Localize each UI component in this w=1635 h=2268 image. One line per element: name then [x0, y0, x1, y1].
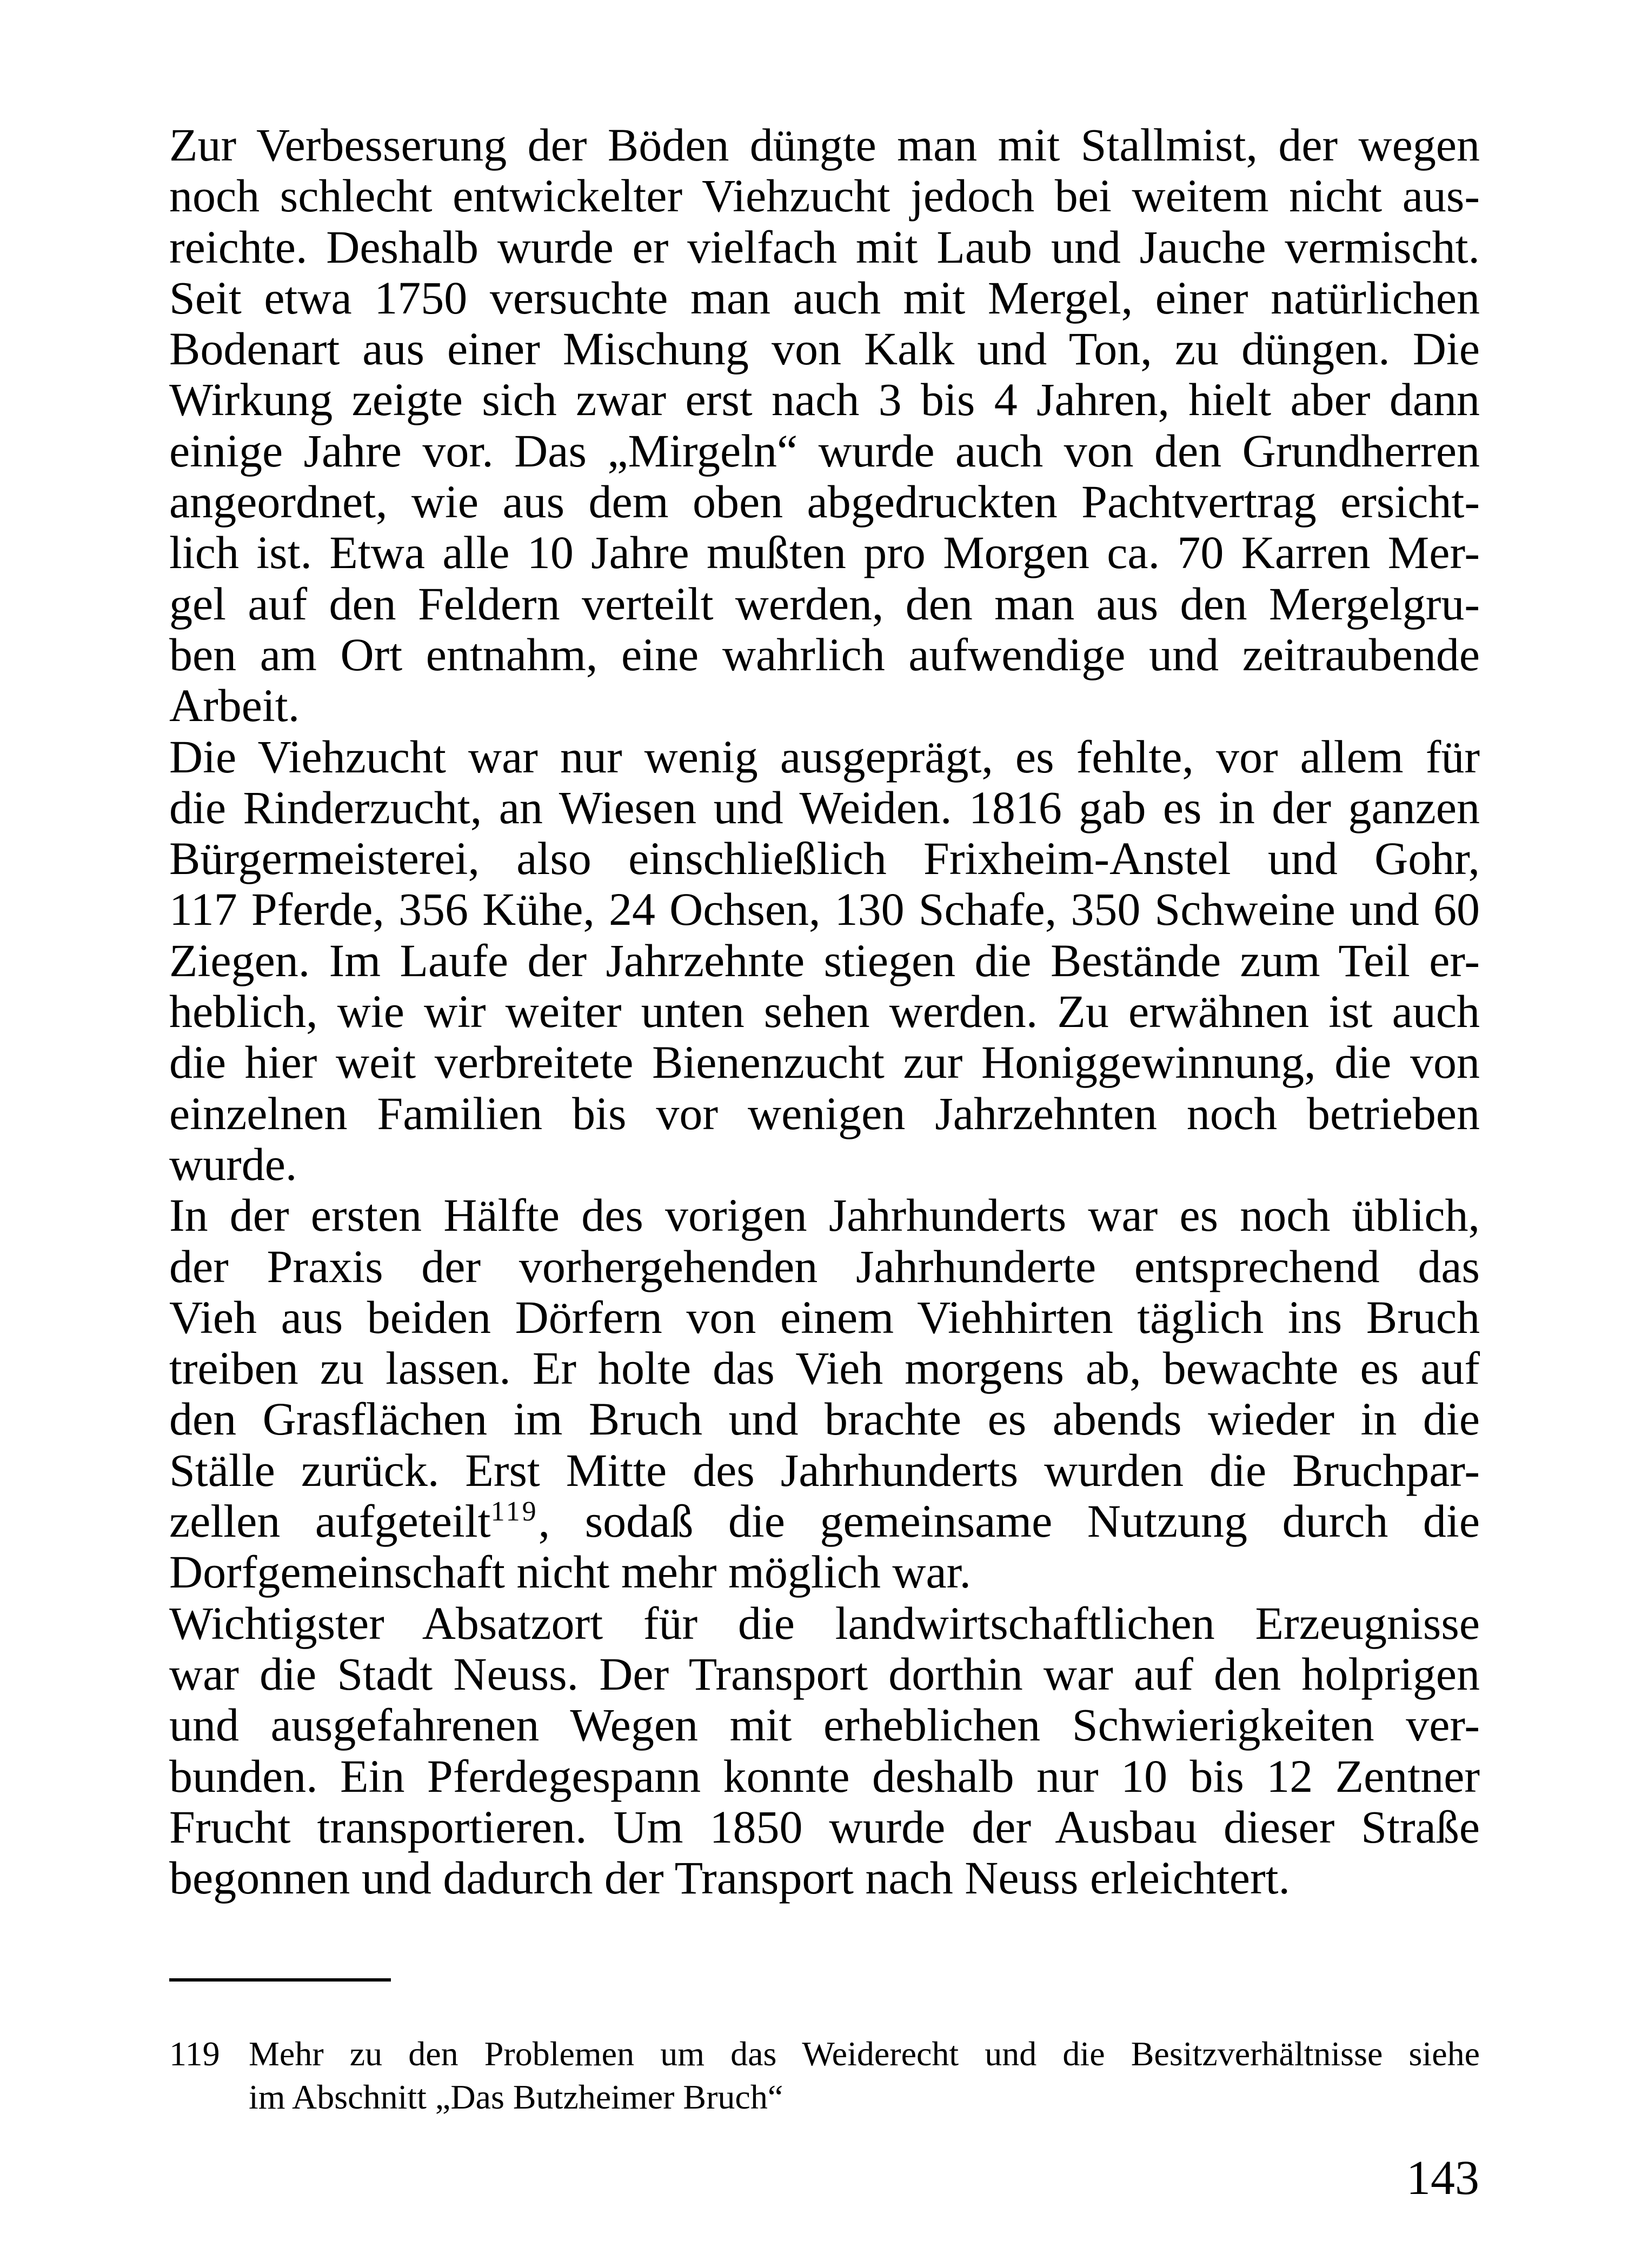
text-line: Zur Verbesserung der Böden düngte man mit Stallmist, der wegen: [169, 119, 1480, 171]
text-segment: zellen aufgeteilt: [169, 1495, 491, 1547]
body-text: [169, 119, 1480, 1903]
text-line: heblich, wie wir weiter unten sehen werden. Zu erwähnen ist auch: [169, 985, 1480, 1038]
text-line: Bodenart aus einer Mischung von Kalk und Ton, zu düngen. Die: [169, 323, 1480, 375]
text-line: angeordnet, wie aus dem oben abgedruckten Pachtvertrag ersicht-: [169, 476, 1480, 528]
text-line: 117 Pferde, 356 Kühe, 24 Ochsen, 130 Schafe, 350 Schweine und 60: [169, 883, 1480, 936]
text-line: Seit etwa 1750 versuchte man auch mit Mergel, einer natürlichen: [169, 271, 1480, 324]
footnote-line: Mehr zu den Problemen um das Weiderecht und die Besitzverhältnisse siehe: [249, 2034, 1480, 2073]
footnote-reference[interactable]: 119: [490, 1496, 539, 1527]
text-segment: , sodaß die gemeinsame Nutzung durch die: [538, 1495, 1480, 1547]
text-line: einzelnen Familien bis vor wenigen Jahrzehnten noch betrieben: [169, 1087, 1480, 1139]
text-line: war die Stadt Neuss. Der Transport dorthin war auf den holprigen: [169, 1647, 1480, 1700]
text-line: und ausgefahrenen Wegen mit erheblichen Schwierigkeiten ver-: [169, 1699, 1480, 1751]
footnote-line: im Abschnitt „Das Butzheimer Bruch“: [249, 2078, 783, 2116]
text-line: Frucht transportieren. Um 1850 wurde der Ausbau dieser Straße: [169, 1800, 1480, 1853]
text-line: Die Viehzucht war nur wenig ausgeprägt, es fehlte, vor allem für: [169, 730, 1480, 783]
text-line: Ställe zurück. Erst Mitte des Jahrhunderts wurden die Bruchpar-: [169, 1444, 1480, 1496]
text-line: In der ersten Hälfte des vorigen Jahrhunderts war es noch üblich,: [169, 1189, 1480, 1242]
text-line: reichte. Deshalb wurde er vielfach mit Laub und Jauche vermischt.: [169, 221, 1480, 273]
text-line: einige Jahre vor. Das „Mirgeln“ wurde auch von den Grundherren: [169, 424, 1480, 477]
footnote-text: [249, 2032, 1480, 2119]
text-line: noch schlecht entwickelter Viehzucht jedoch bei weitem nicht aus-: [169, 170, 1480, 222]
text-line: Vieh aus beiden Dörfern von einem Viehhirten täglich ins Bruch: [169, 1291, 1480, 1343]
text-line: den Grasflächen im Bruch und brachte es abends wieder in die: [169, 1393, 1480, 1445]
text-line: der Praxis der vorhergehenden Jahrhunderte entsprechend das: [169, 1240, 1480, 1292]
footnote-separator: [169, 1978, 391, 1982]
text-line: lich ist. Etwa alle 10 Jahre mußten pro Morgen ca. 70 Karren Mer-: [169, 526, 1480, 579]
footnote-number: 119: [169, 2034, 220, 2073]
footnote: [169, 2032, 1480, 2119]
text-line: begonnen und dadurch der Transport nach Neuss erleichtert.: [169, 1852, 1290, 1904]
text-line: treiben zu lassen. Er holte das Vieh morgens ab, bewachte es auf: [169, 1342, 1480, 1395]
text-line: Ziegen. Im Laufe der Jahrzehnte stiegen die Bestände zum Teil er-: [169, 934, 1480, 986]
text-line: die hier weit verbreitete Bienenzucht zur Honiggewinnung, die von: [169, 1036, 1480, 1089]
text-line: die Rinderzucht, an Wiesen und Weiden. 1816 gab es in der ganzen: [169, 781, 1480, 833]
text-line: gel auf den Feldern verteilt werden, den man aus den Mergelgru-: [169, 577, 1480, 630]
text-line: Wirkung zeigte sich zwar erst nach 3 bis 4 Jahren, hielt aber dann: [169, 373, 1480, 426]
text-line: Dorfgemeinschaft nicht mehr möglich war.: [169, 1546, 972, 1598]
text-line: ben am Ort entnahm, eine wahrlich aufwendige und zeitraubende: [169, 628, 1480, 681]
text-line: wurde.: [169, 1138, 297, 1190]
page-number: 143: [1406, 2151, 1479, 2205]
text-line-with-footnote-ref: [169, 1496, 1480, 1546]
text-line: Wichtigster Absatzort für die landwirtschaftlichen Erzeugnisse: [169, 1597, 1480, 1649]
text-line: bunden. Ein Pferdegespann konnte deshalb nur 10 bis 12 Zentner: [169, 1750, 1480, 1802]
text-line: Arbeit.: [169, 679, 300, 732]
text-line: Bürgermeisterei, also einschließlich Frixheim-Anstel und Gohr,: [169, 832, 1480, 885]
